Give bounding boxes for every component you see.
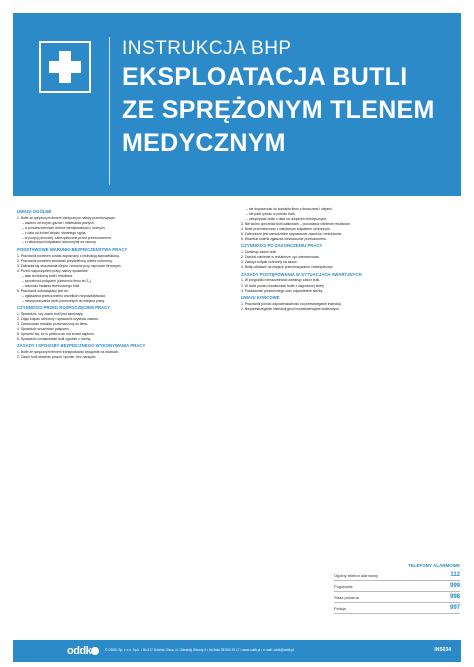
left-column [17, 207, 229, 360]
alarm-label: Ogólny telefon alarmowy [334, 572, 379, 578]
header-divider [109, 37, 110, 185]
title-line: EKSPLOATACJA BUTLI [122, 63, 408, 91]
instruction-item: – w pozycji pionowej, zabezpieczone przed przewróceniem, [22, 235, 112, 240]
instruction-item: – ważność badania technicznego butli. [22, 283, 81, 288]
section-heading: ZASADY I SPOSOBY BEZPIECZNEGO WYKONYWANIA PRACY [17, 343, 146, 349]
instruction-item: 2. W razie pożaru ewakuować butle z zagrożonej strefy. [241, 283, 325, 288]
instruction-item: 2. Nieprzestrzeganie instrukcji grozi konsekwencjami służbowymi. [241, 306, 340, 311]
alarm-label: Policja [334, 605, 346, 611]
instruction-item: 3. Założyć kołpak ochronny na zawór. [241, 260, 298, 265]
alarm-row [334, 581, 460, 592]
instruction-item: 6. Sprawdzić oznakowanie butli zgodnie z normą. [17, 337, 92, 342]
section-heading: CZYNNOŚCI PRZED ROZPOCZĘCIEM PRACY [17, 304, 111, 310]
instruction-item: 2. Zawór butli otwierać powoli, ręcznie, bez narzędzi. [17, 355, 97, 360]
instruction-item: – osobno od innych gazów i materiałów palnych, [22, 220, 95, 225]
instruction-item: 5. Upewnić się, że w pobliżu nie ma źródeł zapłonu. [17, 332, 95, 337]
instruction-item: – niedopuszczania osób postronnych do miejsca pracy. [22, 298, 105, 303]
instruction-item: – szczelność połączeń (obecność tlenu ⊕ O₂), [22, 278, 92, 283]
alarm-row [334, 570, 460, 581]
section-heading: UWAGI KOŃCOWE [241, 294, 280, 300]
footer-contact: © ODDK Sp. z o.o. Sp.k. • 80-317 Gdańsk Oliwa, ul. Oliwskiej Wiosny 4 • tel./faks 58 554 29 17 • www.oddk.pl • e-mail: oddk@oddk.pl [105, 648, 294, 652]
alarm-number: 112 [450, 572, 460, 578]
header-banner [13, 13, 461, 196]
instruction-item: 3. Powiadomić przełożonego oraz odpowiednie służby. [241, 288, 324, 293]
instruction-item: – nie dopuszczać do kontaktu tlenu z tłuszczami i olejami, [246, 207, 333, 211]
alarm-numbers-table [334, 563, 460, 614]
instruction-item: 2. Pracownik powinien stosować przydzieloną odzież ochronną. [17, 258, 113, 263]
alarm-title: TELEFONY ALARMOWE [408, 563, 460, 568]
alarm-number: 997 [449, 605, 460, 611]
alarm-row [334, 603, 460, 614]
title-line: ZE SPRĘŻONYM TLENEM [122, 96, 435, 124]
header-kicker: INSTRUKCJA BHP [122, 38, 292, 59]
alarm-label: Pogotowie [334, 583, 353, 589]
instruction-item: 5. Pracownik zobowiązany jest do: [17, 288, 69, 293]
title-line: MEDYCZNYM [122, 129, 286, 157]
alarm-number: 999 [449, 583, 460, 589]
right-column [241, 207, 453, 312]
instruction-item: 1. Sprawdzić, czy zawór butli jest zamknięty. [17, 311, 84, 316]
instruction-item: – w pomieszczeniach dobrze wentylowanych i suchych, [22, 225, 106, 230]
alarm-number: 998 [449, 594, 460, 600]
section-heading: PODSTAWOWE WARUNKI BEZPIECZEŃSTWA PRACY [17, 246, 128, 252]
instruction-item: 2. Zdjąć kołpak ochronny i sprawdzić czystość zaworu. [17, 316, 100, 321]
page-title [122, 61, 452, 160]
instruction-item: 1. Butle ze sprężonym tlenem transportować wyłącznie na wózkach. [17, 350, 120, 355]
section-heading: ZASADY POSTĘPOWANIA W SYTUACJACH AWARYJNYCH [241, 271, 362, 277]
instruction-item: 4. Butlę odstawić na miejsce przechowywania i zabezpieczyć. [241, 265, 334, 270]
instruction-item: 1. Butle ze sprężonym tlenem medycznym należy przechowywać: [17, 215, 116, 220]
instruction-item: – z nałożonymi kołpakami ochronnymi na zawory. [22, 240, 97, 245]
instruction-item: 4. Przed rozpoczęciem pracy należy sprawdzić: [17, 268, 89, 273]
section-heading: UWAGI OGÓLNE [17, 209, 52, 214]
instruction-item: 6. Wszelkie usterki zgłaszać niezwłocznie przełożonemu. [241, 236, 327, 241]
instruction-item: 1. Pracownik ponosi odpowiedzialność za przestrzeganie instrukcji. [241, 301, 342, 306]
instruction-item: 4. Sprawdzić szczelność połączeń. [17, 326, 70, 331]
instruction-item: 1. Pracownik powinien zostać zapoznany z instrukcją stanowiskową. [17, 253, 120, 258]
instruction-item: 1. W przypadku nieszczelności zamknąć zawór butli. [241, 278, 320, 283]
instruction-item: 1. Zamknąć zawór butli. [241, 250, 277, 255]
instruction-item: 3. Zamocować reduktor przeznaczony do tlenu. [17, 321, 89, 326]
section-heading: CZYNNOŚCI PO ZAKOŃCZENIU PRACY [241, 243, 323, 249]
instruction-item: – zgłaszania przełożonemu wszelkich nieprawidłowości, [22, 293, 107, 298]
instruction-item: – z dala od źródeł ciepła i otwartego ognia, [22, 230, 87, 235]
instruction-item: 3. Zabrania się stosowania olejów i smarów przy osprzęcie tlenowym. [17, 263, 122, 268]
document-code: INS034 [434, 647, 451, 653]
instruction-item: 3. Nie wolno opróżniać butli całkowicie – pozostawić ciśnienie resztkowe. [241, 221, 351, 226]
footer-bar [13, 640, 461, 662]
instruction-item: 4. Butle przemieszczać z nałożonym kołpakiem ochronnym. [241, 226, 331, 231]
logo-circle-icon [91, 647, 99, 655]
instruction-item: 5. Zabronione jest samodzielne naprawianie zaworów i reduktorów. [241, 231, 342, 236]
instruction-item: – nie palić tytoniu w pobliżu butli, [246, 211, 296, 216]
company-logo: oddk [67, 645, 92, 657]
alarm-row [334, 592, 460, 603]
instruction-item: – utrzymywać butle z dala od urządzeń elektrycznych, [246, 216, 328, 221]
alarm-label: Straż pożarna [334, 594, 359, 600]
medical-cross-icon [39, 41, 91, 93]
instruction-item: – stan techniczny butli i reduktora, [22, 273, 74, 278]
instruction-item: 2. Zwolnić ciśnienie w reduktorze i go zdemontować. [241, 255, 320, 260]
